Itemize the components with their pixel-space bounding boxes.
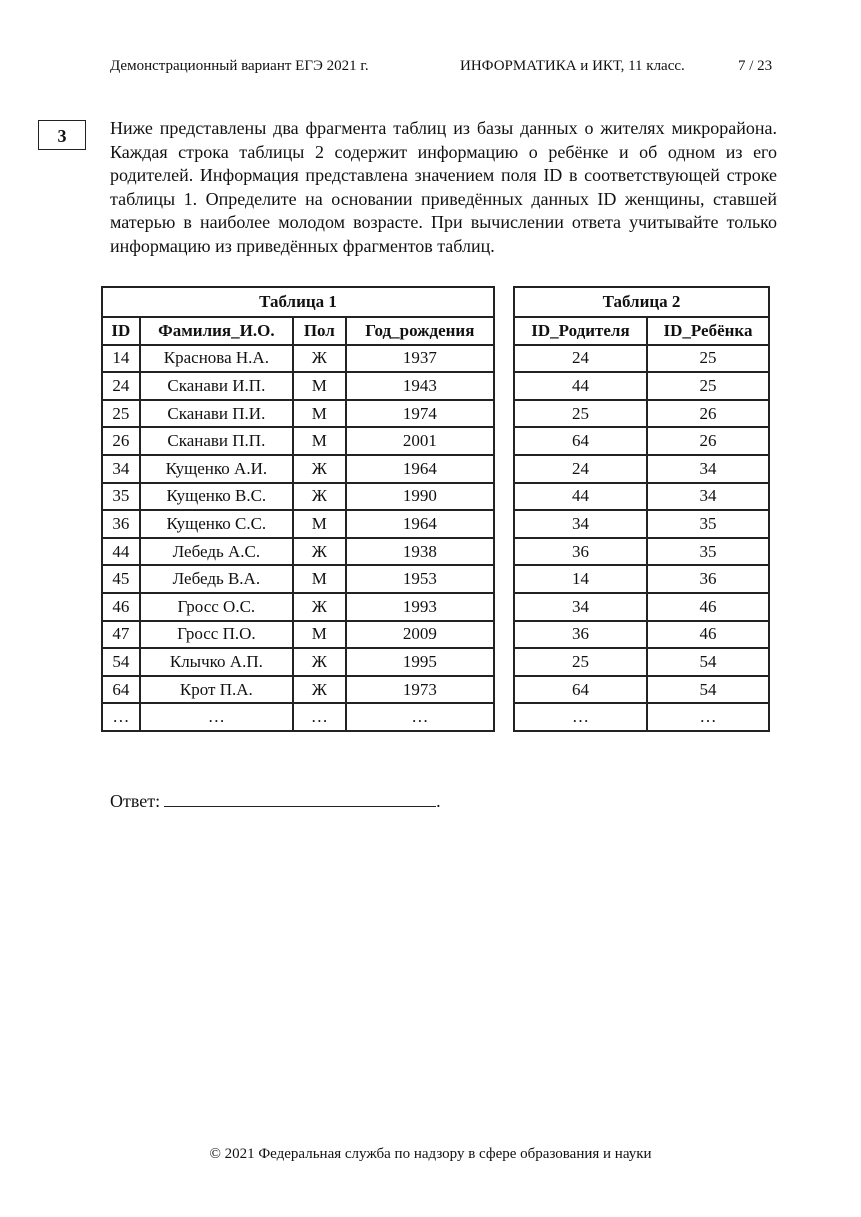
table-cell: 34 [514,593,647,621]
table-cell: Гросс О.С. [140,593,293,621]
header-exam-title: Демонстрационный вариант ЕГЭ 2021 г. [110,58,369,74]
table-cell: Ж [293,593,346,621]
table-cell: Ж [293,483,346,511]
table-cell: 14 [102,345,140,373]
table-cell: 46 [102,593,140,621]
table-cell: Сканави П.П. [140,427,293,455]
table-cell: 36 [514,538,647,566]
table-cell: 34 [514,510,647,538]
table-cell: Сканави П.И. [140,400,293,428]
table-cell: Ж [293,676,346,704]
table-cell: 26 [647,427,769,455]
table-cell: … [514,703,647,731]
table-row [514,676,769,704]
column-header: Фамилия_И.О. [140,317,293,345]
table-row [102,538,494,566]
table-row [514,400,769,428]
table-cell: 36 [647,565,769,593]
table-cell: 24 [102,372,140,400]
column-header: ID_Ребёнка [647,317,769,345]
table-cell: 47 [102,621,140,649]
table-cell: 44 [102,538,140,566]
table-row [514,593,769,621]
table-cell: М [293,427,346,455]
table-cell: М [293,565,346,593]
table-cell: Ж [293,648,346,676]
table-row [102,510,494,538]
table-row [514,345,769,373]
table-cell: М [293,510,346,538]
table-cell: 1993 [346,593,494,621]
header-page-number: 7 / 23 [738,58,773,74]
table-cell: 25 [647,372,769,400]
table-1 [101,286,495,732]
column-header: Пол [293,317,346,345]
table-row [514,703,769,731]
table-cell: … [346,703,494,731]
table-cell: 36 [514,621,647,649]
table-row [102,593,494,621]
table-cell: Кущенко С.С. [140,510,293,538]
table-cell: 35 [102,483,140,511]
table-row [514,372,769,400]
table-cell: 25 [647,345,769,373]
answer-blank[interactable] [164,790,436,807]
table-cell: 1974 [346,400,494,428]
table-cell: 25 [102,400,140,428]
table-row [102,621,494,649]
table-cell: 46 [647,593,769,621]
table-cell: 1953 [346,565,494,593]
table-cell: М [293,372,346,400]
table-cell: 24 [514,345,647,373]
task-text: Ниже представлены два фрагмента таблиц из базы данных о жителях микрорайона. Каждая строка таблицы 2 содержит информацию о ребёнке и об одном из его родителей. Информация представлена значением поля ID в соответствующей строке таблицы 1. Определите на основании приведённых данных ID женщины, ставшей матерью в наиболее молодом возрасте. При вычислении ответа учитывайте только информацию из приведённых фрагментов таблиц. [110,118,777,256]
table-cell: 1937 [346,345,494,373]
table-cell: 24 [514,455,647,483]
table-cell: 34 [102,455,140,483]
table-cell: 1938 [346,538,494,566]
table-cell: 54 [647,648,769,676]
table-cell: Сканави И.П. [140,372,293,400]
table-cell: 25 [514,648,647,676]
table-cell: 1943 [346,372,494,400]
table-cell: … [293,703,346,731]
table-row [514,510,769,538]
table-row [102,703,494,731]
task-number-box: 3 [38,120,86,150]
table-row [102,345,494,373]
table-cell: Ж [293,345,346,373]
table-2-caption: Таблица 2 [514,287,769,317]
table-cell: 64 [514,427,647,455]
table-cell: 25 [514,400,647,428]
table-row [102,372,494,400]
table-cell: Ж [293,455,346,483]
table-cell: 34 [647,483,769,511]
table-cell: Кущенко А.И. [140,455,293,483]
table-row [102,400,494,428]
table-cell: Лебедь В.А. [140,565,293,593]
table-cell: 35 [647,538,769,566]
table-cell: 34 [647,455,769,483]
table-cell: 2009 [346,621,494,649]
table-row [102,427,494,455]
table-cell: 1990 [346,483,494,511]
column-header: ID_Родителя [514,317,647,345]
table-1-caption: Таблица 1 [102,287,494,317]
table-row [514,565,769,593]
table-cell: … [140,703,293,731]
table-cell: Краснова Н.А. [140,345,293,373]
table-cell: 26 [102,427,140,455]
table-cell: 36 [102,510,140,538]
table-cell: Ж [293,538,346,566]
table-row [102,565,494,593]
table-cell: Лебедь А.С. [140,538,293,566]
table-cell: Клычко А.П. [140,648,293,676]
table-cell: 26 [647,400,769,428]
table-row [514,538,769,566]
table-row [102,676,494,704]
table-row [102,483,494,511]
table-cell: 46 [647,621,769,649]
table-cell: 64 [102,676,140,704]
table-row [102,648,494,676]
table-cell: 44 [514,372,647,400]
table-cell: Кущенко В.С. [140,483,293,511]
table-cell: … [102,703,140,731]
table-row [514,621,769,649]
table-row [514,648,769,676]
answer-line [110,790,441,812]
table-cell: М [293,621,346,649]
answer-label: Ответ: [110,791,161,811]
table-cell: 1964 [346,510,494,538]
table-cell: 2001 [346,427,494,455]
table-row [514,483,769,511]
table-row [102,455,494,483]
table-cell: … [647,703,769,731]
table-cell: 14 [514,565,647,593]
table-row [514,455,769,483]
table-cell: Крот П.А. [140,676,293,704]
table-cell: 35 [647,510,769,538]
header-subject: ИНФОРМАТИКА и ИКТ, 11 класс. [460,58,685,74]
table-cell: 54 [647,676,769,704]
table-cell: Гросс П.О. [140,621,293,649]
table-cell: 44 [514,483,647,511]
table-cell: 1995 [346,648,494,676]
table-cell: 64 [514,676,647,704]
table-row [514,427,769,455]
table-cell: 1964 [346,455,494,483]
table-cell: 45 [102,565,140,593]
table-cell: М [293,400,346,428]
column-header: Год_рождения [346,317,494,345]
table-cell: 1973 [346,676,494,704]
answer-end: . [436,791,441,811]
column-header: ID [102,317,140,345]
table-2 [513,286,770,732]
table-cell: 54 [102,648,140,676]
footer-copyright: © 2021 Федеральная служба по надзору в сфере образования и науки [209,1146,652,1162]
